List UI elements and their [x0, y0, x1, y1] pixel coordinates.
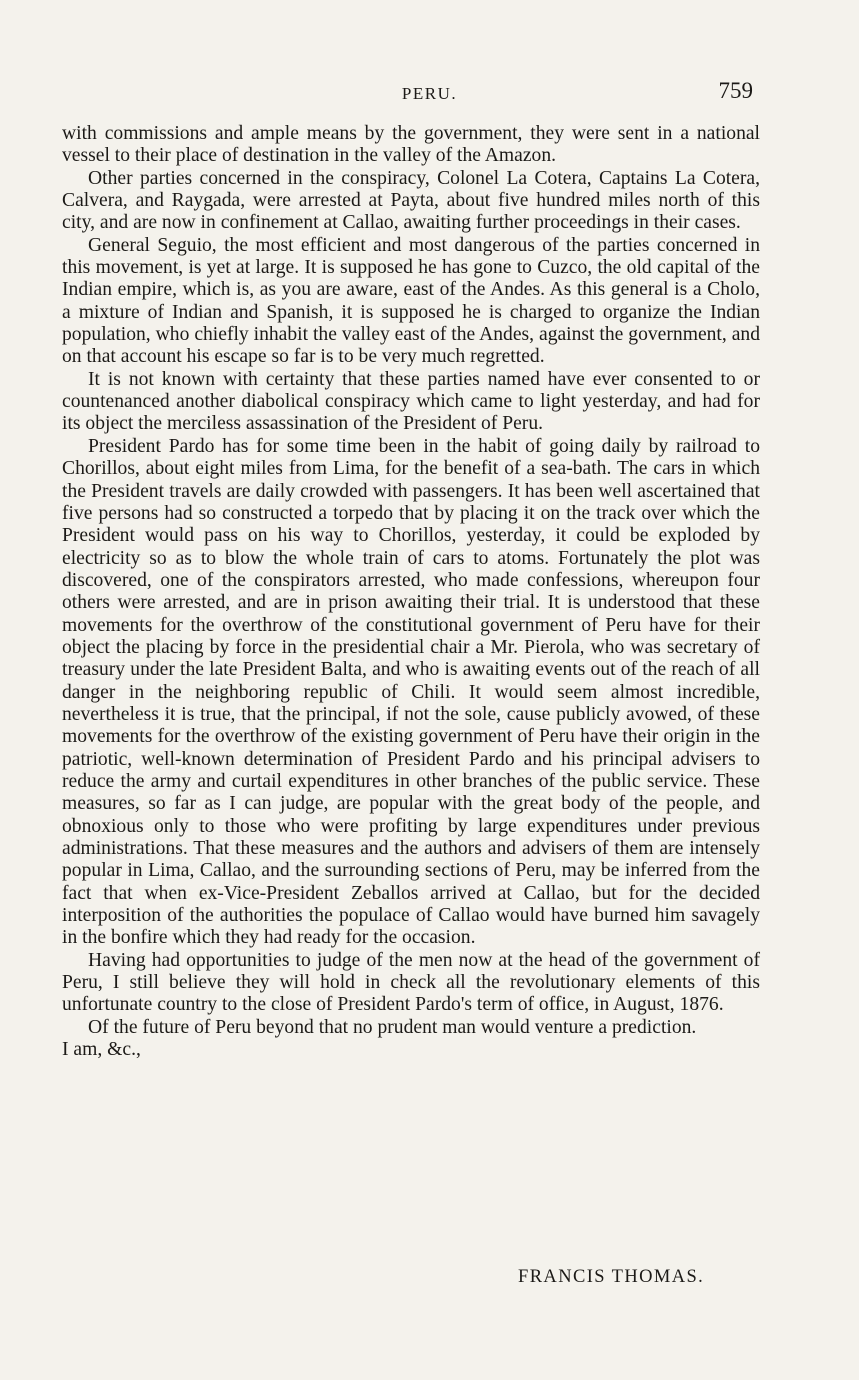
- paragraph-president-pardo: President Pardo has for some time been in the habit of going daily by railroad to Chorillos, about eight miles from Lima, for the benefit of a sea-bath. The cars in which the President travels are daily crowded with passengers. It has been well ascertained that five persons had so constructed a torpedo that by placing it on the track over which the President would pass on his way to Chorillos, yesterday, it could be exploded by electricity so as to blow the whole train of cars to atoms. Fortunately the plot was discovered, one of the conspirators arrested, who made confessions, whereupon four others were arrested, and are in prison awaiting their trial. It is understood that these movements for the overthrow of the constitutional government of Peru have for their object the placing by force in the presidential chair a Mr. Pierola, who was secretary of treasury under the late President Balta, and who is awaiting events out of the reach of all danger in the neighboring republic of Chili. It would seem almost incredible, nevertheless it is true, that the principal, if not the sole, cause publicly avowed, of these movements for the overthrow of the existing government of Peru have their origin in the patriotic, well-known determination of President Pardo and his principal advisers to reduce the army and curtail expenditures in other branches of the public service. These measures, so far as I can judge, are popular with the great body of the people, and obnoxious only to those who were profiting by large expenditures under previous administrations. That these measures and the authors and advisers of them are intensely popular in Lima, Callao, and the surrounding sections of Peru, may be inferred from the fact that when ex-Vice-President Zeballos arrived at Callao, but for the decided interposition of the authorities the populace of Callao would have burned him savagely in the bonfire which they had ready for the occasion.: [62, 435, 760, 949]
- paragraph-future: Of the future of Peru beyond that no prudent man would venture a prediction.: [88, 1016, 697, 1038]
- page-number: 759: [718, 78, 753, 103]
- paragraph-general-seguio: General Seguio, the most efficient and most dangerous of the parties concerned in this movement, is yet at large. It is supposed he has gone to Cuzco, the old capital of the Indian empire, which is, as you are aware, east of the Andes. As this general is a Cholo, a mixture of Indian and Spanish, it is supposed he is charged to organize the Indian population, who chiefly inhabit the valley east of the Andes, against the government, and on that account his escape so far is to be very much regretted.: [62, 234, 760, 368]
- paragraph-opportunities: Having had opportunities to judge of the men now at the head of the government of Peru, I still believe they will hold in check all the revolutionary elements of this unfortunate country to the close of President Pardo's term of office, in August, 1876.: [62, 949, 760, 1016]
- running-title: PERU.: [401, 84, 458, 103]
- paragraph-continuation: with commissions and ample means by the government, they were sent in a national vessel to their place of destination in the valley of the Amazon.: [62, 123, 760, 167]
- paragraph-conspiracy: It is not known with certainty that these parties named have ever consented to or countenanced another diabolical conspiracy which came to light yesterday, and had for its object the merciless assassination of the President of Peru.: [62, 368, 760, 435]
- closing-salutation: I am, &c.,: [62, 1039, 141, 1061]
- signature: FRANCIS THOMAS.: [518, 1267, 705, 1287]
- paragraph-other-parties: Other parties concerned in the conspiracy, Colonel La Cotera, Captains La Cotera, Calvera, and Raygada, were arrested at Payta, about five hundred miles north of this city, and are now in confinement at Callao, awaiting further proceedings in their cases.: [62, 167, 760, 234]
- letter-body: [62, 123, 760, 1061]
